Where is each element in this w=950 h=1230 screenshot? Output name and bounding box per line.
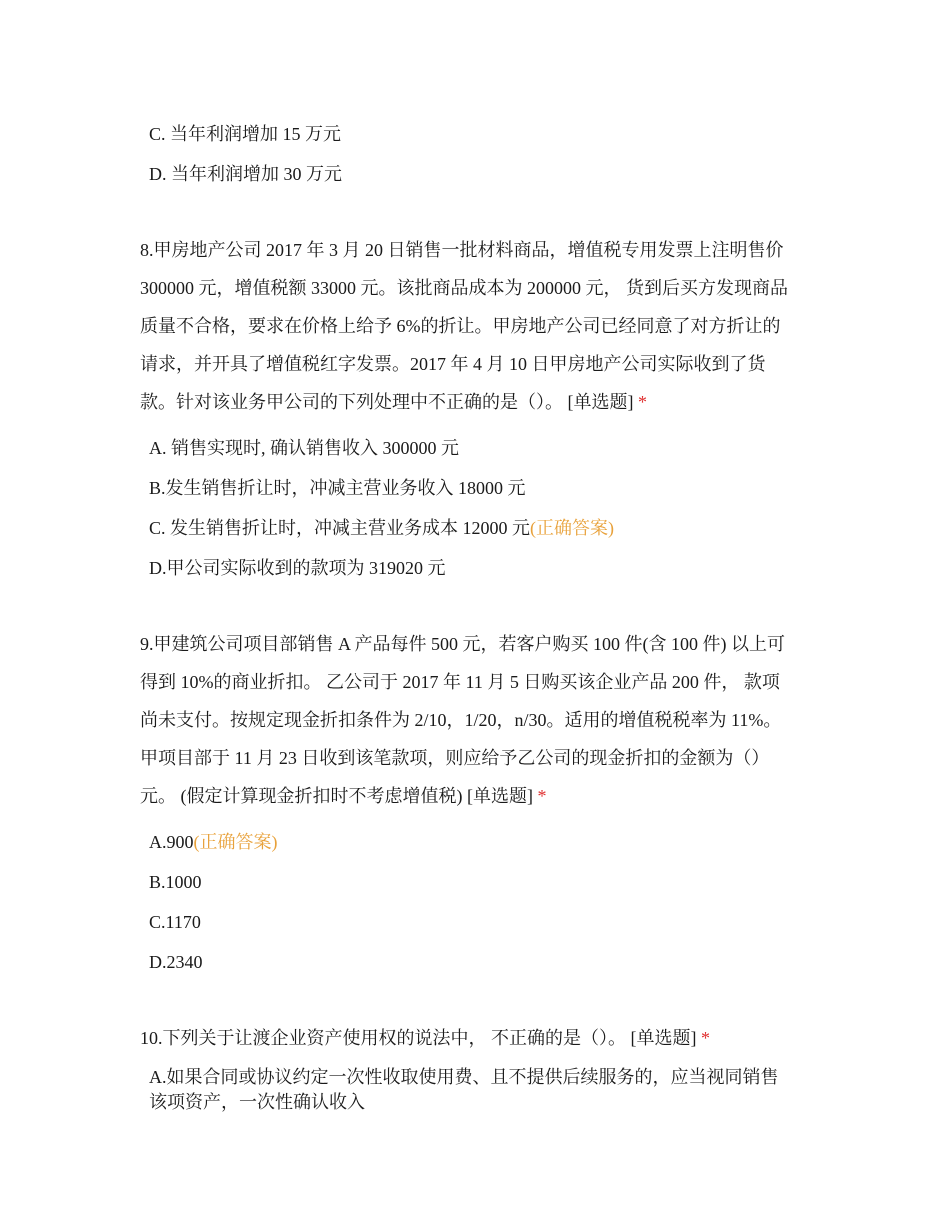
option-text: A. 销售实现时, 确认销售收入 300000 元 [149,438,459,458]
option-a[interactable] [140,822,278,862]
option-c[interactable] [140,902,278,942]
option-d[interactable] [140,942,278,982]
question-text: 尚未支付。按规定现金折扣条件为 2/10，1/20，n/30。适用的增值税税率为 11%。 [140,710,782,730]
option-b[interactable] [140,468,614,508]
correct-answer-label: (正确答案) [193,832,278,852]
previous-question-options [140,114,342,194]
question-text: 得到 10%的商业折扣。 乙公司于 2017 年 11 月 5 日购买该企业产品 200 件， 款项 [140,672,780,692]
option-b[interactable] [140,862,278,902]
option-text: B.发生销售折让时，冲减主营业务收入 18000 元 [149,478,526,498]
option-d[interactable]: D. 当年利润增加 30 万元 [149,164,342,184]
option-text: B.1000 [149,872,202,892]
question-text-end: 元。 (假定计算现金折扣时不考虑增值税) [单选题] [140,786,538,806]
option-text: D.2340 [149,952,203,972]
question-text: 甲项目部于 11 月 23 日收到该笔款项，则应给予乙公司的现金折扣的金额为（） [140,748,770,768]
option-a[interactable] [140,1065,779,1115]
option-a[interactable] [140,428,614,468]
option-text: 该项资产，一次性确认收入 [149,1092,365,1112]
option-text: A.如果合同或协议约定一次性收取使用费、且不提供后续服务的，应当视同销售 [149,1067,779,1087]
question-text: 质量不合格，要求在价格上给予 6%的折让。甲房地产公司已经同意了对方折让的 [140,316,781,336]
correct-answer-label: (正确答案) [530,518,615,538]
option-c[interactable] [140,508,614,548]
question-text: 8.甲房地产公司 2017 年 3 月 20 日销售一批材料商品，增值税专用发票上注明售价 [140,240,784,260]
question-9-options [140,822,278,982]
question-10 [140,1019,710,1057]
required-marker: * [638,392,647,412]
question-9 [140,625,785,815]
option-d[interactable] [140,548,614,588]
question-text-end: 款。针对该业务甲公司的下列处理中不正确的是（）。 [单选题] [140,392,638,412]
question-8 [140,231,788,421]
required-marker: * [701,1028,710,1048]
option-text: C. 发生销售折让时，冲减主营业务成本 12000 元 [149,518,531,538]
question-8-options [140,428,614,588]
option-text: A.900 [149,832,194,852]
question-text: 请求，并开具了增值税红字发票。2017 年 4 月 10 日甲房地产公司实际收到了货 [140,354,766,374]
option-text: D.甲公司实际收到的款项为 319020 元 [149,558,446,578]
question-10-options [140,1065,779,1115]
question-text [140,777,785,815]
option-text: C.1170 [149,912,201,932]
option-c[interactable]: C. 当年利润增加 15 万元 [149,124,342,144]
question-text: 9.甲建筑公司项目部销售 A 产品每件 500 元，若客户购买 100 件(含 100 件) 以上可 [140,634,785,654]
question-text [140,383,788,421]
required-marker: * [537,786,547,806]
question-text [140,1019,710,1057]
question-text: 300000 元，增值税额 33000 元。该批商品成本为 200000 元， 货到后买方发现商品 [140,278,788,298]
question-text-end: 10.下列关于让渡企业资产使用权的说法中， 不正确的是（）。 [单选题] [140,1028,701,1048]
